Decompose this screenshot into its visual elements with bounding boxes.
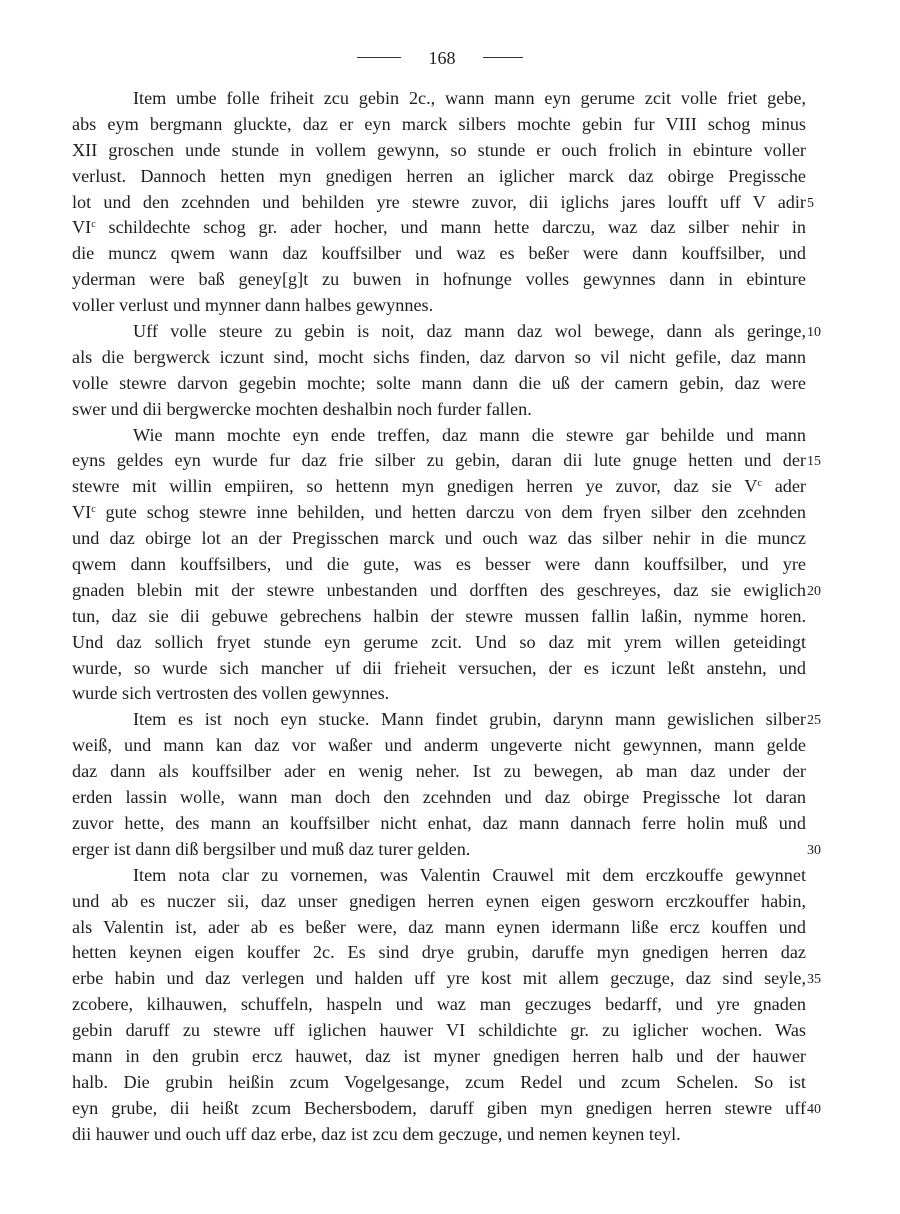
text-line <box>72 552 806 578</box>
line-number: 15 <box>807 454 821 470</box>
text-line <box>72 500 806 526</box>
line-text: Item nota clar zu vornemen, was Valentin Crauwel mit dem erczkouffe gewynnet <box>133 864 806 885</box>
line-text: Item es ist noch eyn stucke. Mann findet grubin, darynn mann gewislichen silber <box>133 709 806 730</box>
text-line <box>72 1096 821 1122</box>
line-number: 20 <box>807 583 821 599</box>
text-line <box>72 656 806 682</box>
line-text: volle stewre darvon gegebin mochte; solte mann dann die uß der camern gebin, daz were <box>72 372 806 393</box>
text-line <box>72 966 821 992</box>
line-text: erbe habin und daz verlegen und halden uff yre kost mit allem geczuge, daz sind seyle, <box>72 968 806 989</box>
text-line <box>72 138 806 164</box>
text-line <box>72 1070 806 1096</box>
line-text: XII groschen unde stunde in vollem gewynn, so stunde er ouch frolich in ebinture voller <box>72 139 806 160</box>
text-line <box>72 371 806 397</box>
line-text: Item umbe folle friheit zcu gebin 2c., wann mann eyn gerume zcit volle friet gebe, <box>133 88 806 108</box>
line-text: lot und den zcehnden und behilden yre stewre zuvor, dii iglichs jares loufft uff V adir <box>72 191 806 212</box>
line-text: abs eym bergmann gluckte, daz er eyn marck silbers mochte gebin fur VIII schog minus <box>72 113 806 134</box>
text-line <box>72 889 806 915</box>
text-line <box>72 164 806 190</box>
line-text: zcobere, kilhauwen, schuffeln, haspeln und waz man geczuges bedarff, und yre gnaden <box>72 994 806 1015</box>
line-text: zuvor hette, des mann an kouffsilber nicht enhat, daz mann dannach ferre holin muß und <box>72 812 806 833</box>
line-text: stewre mit willin empiiren, so hettenn myn gnedigen herren ye zuvor, daz sie $V^c$ ader <box>72 476 806 497</box>
text-line <box>72 630 806 656</box>
text-line <box>72 578 821 604</box>
text-line <box>72 423 806 449</box>
line-text: eyn grube, dii heißt zcum Bechersbodem, daruff giben myn gnedigen herren stewre uff <box>72 1097 806 1118</box>
line-text: Uff volle steure zu gebin is noit, daz mann daz wol bewege, dann als geringe, <box>133 321 806 342</box>
line-number: 30 <box>807 842 821 858</box>
text-line <box>72 604 806 630</box>
line-number: 35 <box>807 972 821 988</box>
line-text: verlust. Dannoch hetten myn gnedigen herren an iglicher marck daz obirge Pregissche <box>72 165 806 186</box>
line-text: erden lassin wolle, wann man doch den zcehnden und daz obirge Pregissche lot daran <box>72 787 806 808</box>
line-number: 5 <box>807 195 814 211</box>
line-text: gebin daruff zu stewre uff iglichen hauwer VI schildichte gr. zu iglicher wochen. Was <box>72 1020 806 1041</box>
line-text: als Valentin ist, ader ab es beßer were, daz mann eynen idermann liße ercz kouffen und <box>72 916 806 937</box>
line-text: Und daz sollich fryet stunde eyn gerume zcit. Und so daz mit yrem willen geteidingt <box>72 631 806 652</box>
text-line <box>72 759 806 785</box>
line-text: hetten keynen eigen kouffer 2c. Es sind drye grubin, daruffe myn gnedigen herren daz <box>72 942 806 963</box>
line-text: tun, daz sie dii gebuwe gebrechens halbin der stewre mussen fallin laßin, nymme horen. <box>72 605 806 626</box>
line-text: und daz obirge lot an der Pregisschen marck und ouch waz das silber nehir in die muncz <box>72 528 806 549</box>
line-text: dii hauwer und ouch uff daz erbe, daz ist zcu dem geczuge, und nemen keynen teyl. <box>72 1123 681 1144</box>
line-text: Wie mann mochte eyn ende treffen, daz mann die stewre gar behilde und mann <box>133 424 806 445</box>
line-text: qwem dann kouffsilbers, und die gute, was es besser were dann kouffsilber, und yre <box>72 554 806 575</box>
text-line <box>72 681 806 707</box>
line-text: als die bergwerck iczunt sind, mocht sichs finden, daz darvon so vil nicht gefile, daz mann <box>72 346 806 367</box>
text-line <box>72 1044 806 1070</box>
line-text: $VI^c$ schildechte schog gr. ader hocher, und mann hette darczu, waz daz silber nehir in <box>72 217 806 238</box>
text-line <box>72 112 806 138</box>
text-line <box>72 86 806 112</box>
text-line <box>72 707 821 733</box>
text-line <box>72 785 806 811</box>
line-number: 25 <box>807 713 821 729</box>
line-text: mann in den grubin ercz hauwet, daz ist myner gnedigen herren halb und der hauwer <box>72 1045 806 1066</box>
text-line <box>72 863 806 889</box>
line-text: gnaden blebin mit der stewre unbestanden und dorfften des geschreyes, daz sie ewiglich <box>72 579 806 600</box>
line-text: $VI^c$ gute schog stewre inne behilden, und hetten darczu von dem fryen silber den zcehnden <box>72 502 806 523</box>
text-line <box>72 215 806 241</box>
text-line <box>72 241 806 267</box>
text-line <box>72 992 806 1018</box>
line-text: weiß, und mann kan daz vor waßer und anderm ungeverte nicht gewynnen, mann gelde <box>72 735 806 756</box>
text-line <box>72 940 806 966</box>
line-number: 40 <box>807 1101 821 1117</box>
text-line <box>72 345 806 371</box>
text-line <box>72 319 821 345</box>
header-rule-left <box>357 57 401 58</box>
text-line <box>72 526 806 552</box>
text-line <box>72 448 821 474</box>
line-text: halb. Die grubin heißin zcum Vogelgesange, zcum Redel und zcum Schelen. So ist <box>72 1071 806 1092</box>
line-text: daz dann als kouffsilber ader en wenig neher. Ist zu bewegen, ab man daz under der <box>72 761 806 782</box>
text-line <box>72 1122 806 1148</box>
line-text: voller verlust und mynner dann halbes gewynnes. <box>72 295 434 316</box>
text-body <box>72 86 821 1148</box>
text-line <box>72 474 806 500</box>
line-text: und ab es nuczer sii, daz unser gnedigen herren eynen eigen gesworn erczkouffer habin, <box>72 890 806 911</box>
text-line <box>72 397 806 423</box>
text-line <box>72 915 806 941</box>
line-text: die muncz qwem wann daz kouffsilber und waz es beßer were dann kouffsilber, und <box>72 243 806 264</box>
line-text: wurde, so wurde sich mancher uf dii frieheit versuchen, der es iczunt leßt anstehn, und <box>72 657 806 678</box>
line-text: wurde sich vertrosten des vollen gewynnes. <box>72 683 390 704</box>
line-text: swer und dii bergwercke mochten deshalbin noch furder fallen. <box>72 398 532 419</box>
page-number: 168 <box>428 48 456 68</box>
line-text: eyns geldes eyn wurde fur daz frie silber zu gebin, daran dii lute gnuge hetten und der <box>72 450 806 471</box>
text-line <box>72 811 806 837</box>
line-text: erger ist dann diß bergsilber und muß daz turer gelden. <box>72 838 471 859</box>
text-line <box>72 267 806 293</box>
page-header <box>0 44 900 72</box>
text-line <box>72 190 814 216</box>
line-text: yderman were baß geney[g]t zu buwen in hofnunge volles gewynnes dann in ebinture <box>72 269 806 290</box>
header-rule-right <box>483 57 523 58</box>
text-line <box>72 733 806 759</box>
text-line <box>72 837 821 863</box>
line-number: 10 <box>807 325 821 341</box>
text-line <box>72 293 806 319</box>
text-line <box>72 1018 806 1044</box>
